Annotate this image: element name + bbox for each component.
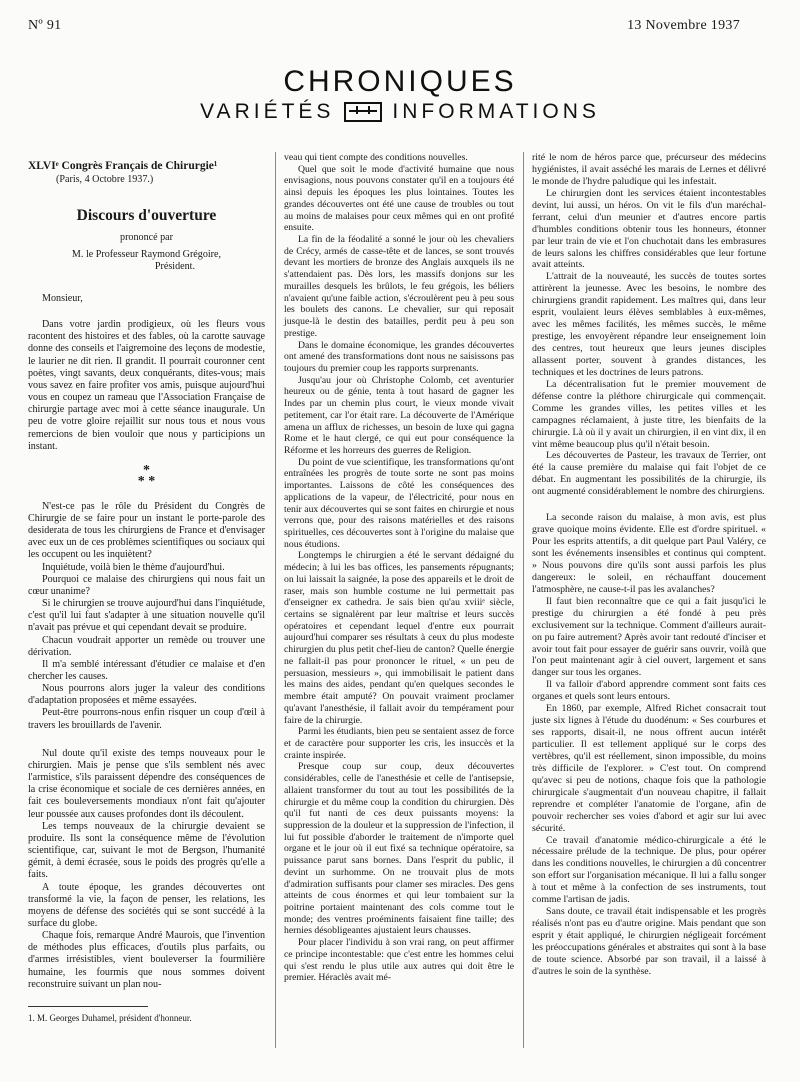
section-separator: * * * [137, 462, 156, 489]
paragraph: Quel que soit le mode d'activité humaine que nous envisagions, nous pouvons constater qu'il en a toujours été ainsi depuis les époques les plus lointaines. Toutes les grandes découvertes ont été une cause de troubles ou tout au moins de malaises pour ceux mêmes qui en ont profité ensuite. [284, 163, 514, 234]
paragraph: rité le nom de héros parce que, précurseur des médecins hygiénistes, il avait asséché les marais de Lernes et délivré le monde de l'hydre paludique qui les infestait. [532, 152, 766, 187]
paragraph: La fin de la féodalité a sonné le jour où les chevaliers de Crécy, armés de casse-tête et de lances, se sont trouvés devant les mortiers de bronze des Anglais auxquels ils ne s'attendaient pas. Dès lors, les massifs donjons sur les murailles desquels les brûlots, le feu grégois, les béliers n'avaient qu'une faible action, s'écroulèrent peu à peu sous les boulets des canons. Le chevalier, sur qui reposait jusque-là le destin des batailles, perdit peu à peu son prestige. [284, 234, 514, 339]
paragraph: Dans votre jardin prodigieux, où les fleurs vous racontent des histoires et des fables, où la carotte sauvage donne des conseils et l'aigremoine des leçons de modestie, le laurier ne dit rien. Il grandit. Il pourrait couronner cent poètes, vingt savants, deux conquérants, dites-vous; mais vous savez en faire profiter vos amis, puisque aujourd'hui vous en coupez un rameau que l'Association Française de chirurgie partage avec moi à cette séance inaugurale. Un peu de votre gloire rejaillit sur nous tous et nous vous remercions de bien vouloir que nous y participions un instant. [28, 319, 265, 452]
ornament-icon [344, 102, 382, 122]
paragraph: La seconde raison du malaise, à mon avis, est plus grave quoique moins évidente. Elle est d'ordre spirituel. « Pour les esprits attentifs, a dit quelque part Paul Valéry, ce sont les événements insensibles et continus qui comptent. » Nous pouvons dire qu'ils sont aussi parfois les plus dangereux: le soleil, en réchauffant doucement l'atmosphère, ne cause-t-il pas les avalanches? [532, 512, 766, 595]
paragraph: Longtemps le chirurgien a été le servant dédaigné du médecin; à lui les bas offices, les pansements répugnants; on lui laissait la saignée, la pose des appareils et le droit de raser, mais son humble costume ne lui permettait pas d'enseigner ex cathedra. Je sais bien qu'au xviiiᵉ siècle, certains se signalèrent par leur maîtrise et leurs succès opératoires et cependant lequel d'entre eux pourrait aujourd'hui comparer ses résultats à ceux du plus modeste chirurgien du plus petit chef-lieu de canton? Quelle énergie ne fallait-il pas pour prononcer le rituel, « un peu de persuasion, messieurs », qui immobilisait le patient dans les mains des aides, pendant qu'en quelques secondes le membre était amputé? On pouvait vraiment proclamer qu'avant l'anesthésie, il fallait avoir du tempérament pour faire de la chirurgie. [284, 550, 514, 726]
page-header [28, 18, 740, 38]
paragraph: veau qui tient compte des conditions nouvelles. [284, 152, 468, 163]
column-rule [275, 152, 276, 1048]
paragraph: Le chirurgien dont les services étaient incontestables devint, lui aussi, un héros. On vit le fils d'un maréchal-ferrant, celui d'un meunier et d'autres encore partis d'humbles conditions obtenir tous les honneurs, étonner par leur train de vie et l'on chuchotait dans les embrasures de leurs salons les chiffres considérables que leur fortune avait atteints. [532, 187, 766, 271]
paragraph: Peut-être pourrons-nous enfin risquer un coup d'œil à travers les brouillards de l'avenir. [28, 707, 265, 731]
paragraph: Ce travail d'anatomie médico-chirurgicale a été le nécessaire prélude de la technique. De plus, pour opérer dans les conditions nouvelles, le chirurgien a dû concentrer son effort sur l'organisation mécanique. Il lui a fallu songer à tout et même à la confection de ses instruments, tout comme l'artisan de jadis. [532, 834, 766, 906]
masthead-subtitle [0, 100, 800, 124]
paragraph: Dans le domaine économique, les grandes découvertes ont amené des transformations dont nous ne saisissons pas toujours du premier coup les rapports surprenants. [284, 339, 514, 374]
paragraph: En 1860, par exemple, Alfred Richet consacrait tout juste six lignes à l'étude du duodénum: « Ses courbures et ses rapports, disait-il, ne nous offrent aucun intérêt particulier. Il est tellement appliqué sur le corps des vertèbres, qu'il est réellement, sinon impossible, du moins très difficile de l'explorer. » C'est tout. On comprend qu'avec si peu de notions, chaque fois que la pathologie chirurgicale s'augmentait d'un nouveau chapitre, il fallait reprendre et compléter l'anatomie de l'organe, afin de pouvoir rechercher ses voies d'abord et agir sur lui avec sécurité. [532, 703, 766, 834]
congress-place-date: (Paris, 4 Octobre 1937.) [56, 174, 154, 186]
paragraph: A toute époque, les grandes découvertes ont transformé la vie, la façon de penser, les relations, les moyens de défense des sociétés qui se sont succédé à la surface du globe. [28, 881, 265, 929]
spacer [532, 498, 766, 512]
paragraph: Jusqu'au jour où Christophe Colomb, cet aventurier heureux ou de génie, tenta à tout hasard de gagner les Indes par un chemin plus court, le vieux monde vivait petitement, car l'or était rare. La découverte de l'Amérique amena un afflux de richesses, un besoin de luxe qui gagna Rome et le haut clergé, ce qui eut pour conséquence la Réforme et les horreurs des guerres de Religion. [284, 374, 514, 456]
issue-date: 13 Novembre 1937 [627, 18, 740, 33]
masthead [0, 66, 800, 124]
paragraph: Inquiétude, voilà bien le thème d'aujourd'hui. [42, 561, 225, 573]
paragraph: Chacun voudrait apporter un remède ou trouver une dérivation. [28, 634, 265, 658]
column-1 [28, 160, 265, 991]
article-title: Discours d'ouverture [76, 207, 217, 225]
author-name: M. le Professeur Raymond Grégoire, [71, 248, 222, 260]
column-rule [523, 152, 524, 1048]
paragraph: Il m'a semblé intéressant d'étudier ce malaise et d'en chercher les causes. [28, 658, 265, 682]
salutation: Monsieur, [42, 292, 83, 304]
column-3 [532, 152, 766, 978]
paragraph: Il va falloir d'abord apprendre comment sont faits ces organes et quels sont leurs entours. [532, 679, 766, 703]
issue-number: Nº 91 [28, 18, 62, 33]
paragraph: Il faut bien reconnaître que ce qui a fait jusqu'ici le prestige du chirurgien a été fondé à peu près exclusivement sur la technique. Comment d'ailleurs aurait-on pu faire autrement? Après avoir tant redouté d'inciser et avoir tout fait pour essayer de guérir sans ouvrir, voilà que l'on peut maintenant agir à ciel ouvert, largement et sans danger sur tous les organes. [532, 595, 766, 679]
paragraph: Pourquoi ce malaise des chirurgiens qui nous fait un cœur unanime? [28, 573, 265, 597]
paragraph: Nul doute qu'il existe des temps nouveaux pour le chirurgien. Mais je pense que s'ils semblent nés avec l'armistice, s'ils paraissent dépendre des conséquences de la crise économique et sociale de ces dernières années, en fait ces bouleversements mondiaux n'ont fait qu'ajouter leur poussée aux causes profondes dont ils découlent. [28, 747, 265, 820]
masthead-title: CHRONIQUES [283, 65, 517, 98]
masthead-varietes: VARIÉTÉS [200, 100, 335, 123]
paragraph: Pour placer l'individu à son vrai rang, on peut affirmer ce principe incontestable: que c'est entre les hommes celui qui s'est rendu le plus utile aux autres qui doit être le premier. Héraclès avait mé- [284, 937, 514, 984]
paragraph: La décentralisation fut le premier mouvement de défense contre la pléthore chirurgicale qui commençait. Comme les grandes villes, les petites villes et les campagnes réclamaient, à juste titre, les bienfaits de la chirurgie. Là où il y avait un chirurgien, il en vint dix, il en vint même beaucoup plus qu'il n'était besoin. [532, 378, 766, 450]
author-role: Président. [154, 260, 195, 272]
paragraph: Parmi les étudiants, bien peu se sentaient assez de force et de caractère pour supporter les cris, les insuccès et la crainte inspirée. [284, 726, 514, 761]
paragraph: Chaque fois, remarque André Maurois, que l'invention de méthodes plus efficaces, d'outils plus parfaits, ou d'armes irrésistibles, vient bouleverser la fourmilière humaine, les fourmis que nous sommes doivent reconstruire suivant un plan nou- [28, 930, 265, 990]
paragraph: L'attrait de la nouveauté, les succès de toutes sortes attirèrent la jeunesse. Avec les besoins, le nombre des chirurgiens grandit rapidement. Les maîtres qui, dans leur esprit, voulaient leurs élèves semblables à eux-mêmes, avec les mêmes facilités, les mêmes succès, le même prestige, les envoyèrent répandre leur enseignement loin des centres, tout heureux que leurs jeunes disciples allassent porter, souvent à grandes distances, les techniques et les doctrines de leurs patrons. [532, 271, 766, 378]
pronounced-by: prononcé par [120, 232, 173, 244]
masthead-informations: INFORMATIONS [392, 100, 600, 123]
spacer [28, 732, 265, 748]
paragraph: Les temps nouveaux de la chirurgie devaient se produire. Ils sont la conséquence même de l'évolution scientifique, car, suivant le mot de Bergson, l'humanité gémit, à demi écrasée, sous le poids des progrès qu'elle a faits. [28, 820, 265, 881]
paragraph: Du point de vue scientifique, les transformations qu'ont entraînées les progrès de toute sorte ne sont pas moins importantes. Laissons de côté les conséquences des applications de la vapeur, de l'électricité, pour nous en tenir aux découvertes qui se sont faites en chirurgie et nous verrons que, pour des raisons matérielles et des raisons spirituelles, ces découvertes sont à l'origine du malaise que nous étudions. [284, 456, 514, 550]
column-2 [284, 152, 514, 984]
footnote: 1. M. Georges Duhamel, président d'honneur. [28, 1013, 192, 1023]
paragraph: N'est-ce pas le rôle du Président du Congrès de Chirurgie de se faire pour un instant le porte-parole des desiderata de tous les chirurgiens de France et d'envisager avec eux un de ces problèmes scientifiques ou sociaux qui les occupent ou les inquiètent? [28, 500, 265, 561]
paragraph: Presque coup sur coup, deux découvertes considérables, celle de l'anesthésie et celle de l'antisepsie, allaient transformer du tout au tout les possibilités de la chirurgie et du même coup la condition du chirurgien. Dès qu'il fut nanti de ces deux puissants moyens: la suppression de la douleur et la suppression de l'infection, il lui fut possible d'aborder le traitement de n'importe quel organe et le jour où il eut fixé sa technique opératoire, sa puissance parut sans bornes. Dans l'esprit du public, il devint un surhomme. On ne trouvait plus de mots d'admiration suffisants pour clamer ses miracles. Des gens atteints de cous énormes et qui leur tombaient sur la poitrine portaient maintenant des cols comme tout le monde; des ventres proéminents faisaient fine taille; des hernies désobligeantes ajustaient leurs chausses. [284, 761, 514, 937]
paragraph: Si le chirurgien se trouve aujourd'hui dans l'inquiétude, c'est qu'il lui faut s'adapter à une situation nouvelle qu'il n'avait pas prévue et qui cependant devait se produire. [28, 598, 265, 634]
footnote-rule [28, 1006, 148, 1007]
paragraph: Les découvertes de Pasteur, les travaux de Terrier, ont été la cause première du malaise qui fait l'objet de ce débat. En augmentant les possibilités de la chirurgie, ils ont augmenté considérablement le nombre des chirurgiens. [532, 450, 766, 498]
paragraph: Sans doute, ce travail était indispensable et les progrès réalisés n'ont pas eu d'autre origine. Mais pendant que son esprit y était appliqué, le chirurgien négligeait forcément les préoccupations générales et abstraites qui sont à la base de toute science. Absorbé par son travail, il a laissé à d'autres le soin de la synthèse. [532, 906, 766, 977]
paragraph: Nous pourrons alors juger la valeur des conditions d'adaptation proposées et même essayées. [28, 683, 265, 707]
congress-heading: XLVIᵉ Congrès Français de Chirurgie¹ [28, 160, 218, 172]
